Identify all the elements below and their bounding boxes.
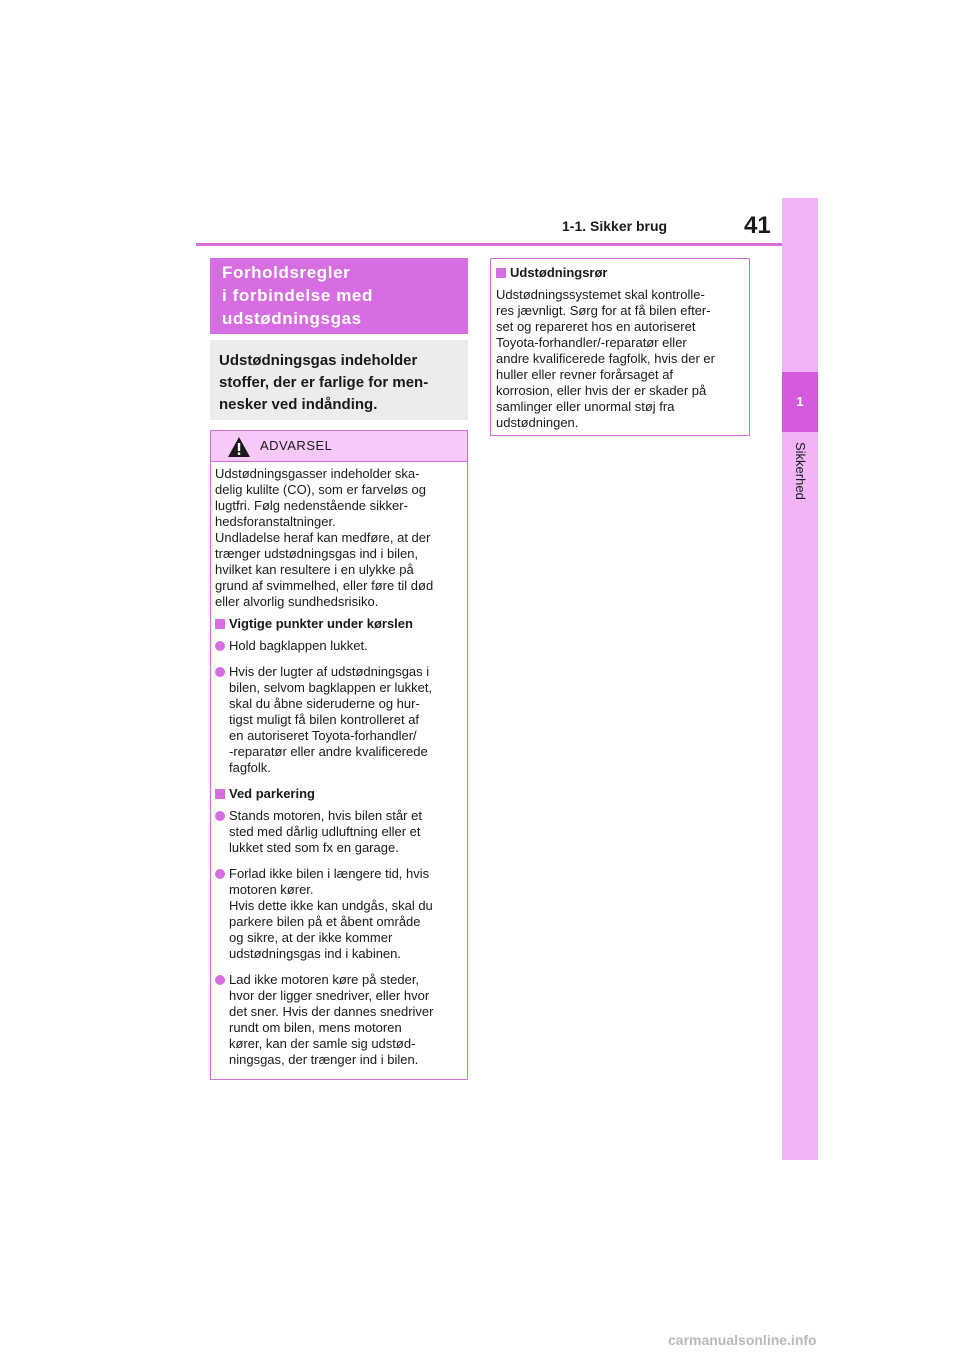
warning-triangle-icon: [227, 436, 251, 458]
text-line: trænger udstødningsgas ind i bilen,: [215, 546, 419, 561]
text-line: hvilket kan resultere i en ulykke på: [215, 562, 414, 577]
warning-header: [211, 431, 467, 462]
text-line: hedsforanstaltninger.: [215, 514, 336, 529]
subheading-text: Vigtige punkter under kørslen: [229, 616, 413, 631]
text-line: ningsgas, der trænger ind i bilen.: [229, 1052, 419, 1067]
text-line: Stands motoren, hvis bilen står et: [229, 808, 422, 823]
round-bullet-icon: [215, 811, 225, 821]
text-line: Toyota-forhandler/-reparatør eller: [496, 335, 687, 350]
section-title: 1-1. Sikker brug: [562, 218, 668, 234]
warning-title: ADVARSEL: [260, 438, 333, 453]
text-line: en autoriseret Toyota-forhandler/: [229, 728, 417, 743]
side-tab-chapter-number: 1: [782, 372, 818, 432]
list-item: [215, 638, 463, 654]
text-line: udstødningen.: [496, 415, 579, 430]
round-bullet-icon: [215, 975, 225, 985]
text-line: Udstødningsgasser indeholder ska-: [215, 466, 420, 481]
text-line: Hvis der lugter af udstødningsgas i: [229, 664, 430, 679]
intro-line: stoffer, der er farlige for men-: [219, 374, 429, 391]
exhaust-pipe-box: [490, 258, 750, 436]
text-line: lukket sted som fx en garage.: [229, 840, 399, 855]
section-heading: [210, 258, 468, 334]
text-line: Forlad ikke bilen i længere tid, hvis: [229, 866, 430, 881]
text-line: Udstødningssystemet skal kontrolle-: [496, 287, 705, 302]
text-line: huller eller revner forårsaget af: [496, 367, 674, 382]
heading-line: Forholdsregler: [222, 263, 351, 282]
heading-line: i forbindelse med: [222, 286, 373, 305]
text-line: res jævnligt. Sørg for at få bilen efter-: [496, 303, 711, 318]
text-line: det sner. Hvis der dannes snedriver: [229, 1004, 434, 1019]
subheading-exhaust-pipe: [496, 265, 744, 281]
warning-intro: [215, 466, 463, 610]
header-rule: [196, 243, 782, 246]
text-line: Hvis dette ikke kan undgås, skal du: [229, 898, 433, 913]
text-line: set og repareret hos en autoriseret: [496, 319, 696, 334]
text-line: tigst muligt få bilen kontrolleret af: [229, 712, 420, 727]
list-item: [215, 808, 463, 856]
heading-line: udstødningsgas: [222, 309, 362, 328]
text-line: Lad ikke motoren køre på steder,: [229, 972, 420, 987]
square-bullet-icon: [215, 789, 225, 799]
text-line: Undladelse heraf kan medføre, at der: [215, 530, 431, 545]
subheading-text: Udstødningsrør: [510, 265, 608, 280]
round-bullet-icon: [215, 667, 225, 677]
text-line: delig kulilte (CO), som er farveløs og: [215, 482, 426, 497]
intro-summary: [210, 340, 468, 420]
list-item: [215, 664, 463, 776]
warning-body: [211, 462, 467, 1068]
square-bullet-icon: [496, 268, 506, 278]
round-bullet-icon: [215, 869, 225, 879]
subheading-parking: [215, 786, 463, 802]
text-line: hvor der ligger snedriver, eller hvor: [229, 988, 430, 1003]
square-bullet-icon: [215, 619, 225, 629]
intro-line: nesker ved indånding.: [219, 396, 378, 413]
text-line: -reparatør eller andre kvalificerede: [229, 744, 428, 759]
text-line: eller alvorlig sundhedsrisiko.: [215, 594, 379, 609]
text-line: sted med dårlig udluftning eller et: [229, 824, 421, 839]
text-line: og sikre, at der ikke kommer: [229, 930, 393, 945]
text-line: bilen, selvom bagklappen er lukket,: [229, 680, 433, 695]
text-line: fagfolk.: [229, 760, 271, 775]
warning-box: [210, 430, 468, 1080]
text-line: rundt om bilen, mens motoren: [229, 1020, 402, 1035]
side-tab: [782, 198, 818, 1160]
round-bullet-icon: [215, 641, 225, 651]
text-line: korrosion, eller hvis der er skader på: [496, 383, 707, 398]
text-line: grund af svimmelhed, eller føre til død: [215, 578, 434, 593]
text-line: motoren kører.: [229, 882, 314, 897]
text-line: samlinger eller unormal støj fra: [496, 399, 675, 414]
footer-watermark: carmanualsonline.info: [668, 1332, 817, 1348]
text-line: parkere bilen på et åbent område: [229, 914, 421, 929]
intro-line: Udstødningsgas indeholder: [219, 352, 418, 369]
list-item: [215, 972, 463, 1068]
text-line: Hold bagklappen lukket.: [229, 638, 368, 653]
text-line: skal du åbne sideruderne og hur-: [229, 696, 420, 711]
text-line: andre kvalificerede fagfolk, hvis der er: [496, 351, 715, 366]
subheading-driving: [215, 616, 463, 632]
subheading-text: Ved parkering: [229, 786, 315, 801]
page-number: 41: [744, 212, 771, 239]
text-line: udstødningsgas ind i kabinen.: [229, 946, 402, 961]
text-line: kører, kan der samle sig udstød-: [229, 1036, 416, 1051]
list-item: [215, 866, 463, 962]
text-line: lugtfri. Følg nedenstående sikker-: [215, 498, 408, 513]
side-tab-chapter-label: Sikkerhed: [793, 442, 808, 500]
